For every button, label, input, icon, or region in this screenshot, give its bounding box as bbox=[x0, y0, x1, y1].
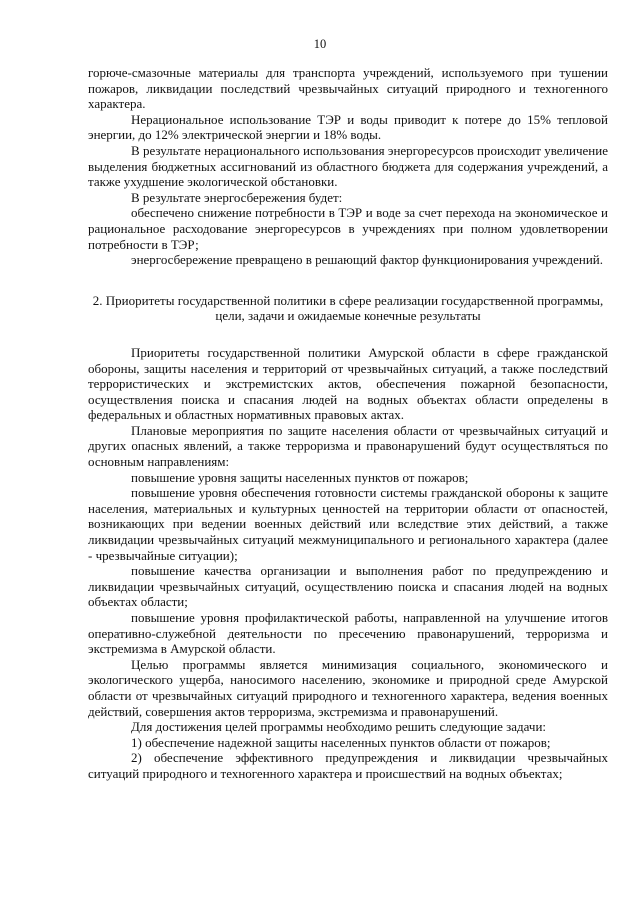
paragraph: горюче-смазочные материалы для транспорта учреждений, используемого при тушении пожаров, ликвидации последствий чрезвычайных ситуаций природного и техногенного характера. bbox=[88, 65, 608, 112]
page-number: 10 bbox=[313, 37, 327, 51]
paragraph: обеспечено снижение потребности в ТЭР и воде за счет перехода на экономическое и рациональное расходование энергоресурсов в учреждениях при полном удовлетворении потребности в ТЭР; bbox=[88, 205, 608, 252]
paragraph: В результате энергосбережения будет: bbox=[131, 189, 343, 205]
page-content bbox=[88, 65, 608, 782]
intro-section bbox=[88, 65, 608, 268]
paragraph: Приоритеты государственной политики Амурской области в сфере гражданской обороны, защиты населения и территорий от чрезвычайных ситуаций, а также последствий террористических и экстремистских актов, обеспечения пожарной безопасности, осуществления поиска и спасания людей на водных объектах области определены в федеральных и областных нормативных правовых актах. bbox=[88, 344, 608, 423]
paragraph: Нерациональное использование ТЭР и воды приводит к потере до 15% тепловой энергии, до 12% электрической энергии и 18% воды. bbox=[88, 111, 608, 143]
paragraph: Для достижения целей программы необходимо решить следующие задачи: bbox=[131, 719, 547, 735]
list-item: повышение уровня профилактической работы, направленной на улучшение итогов оперативно-служебной деятельности по пресечению правонарушений, терроризма и экстремизма в Амурской области. bbox=[88, 610, 608, 657]
paragraph: В результате нерационального использования энергоресурсов происходит увеличение выделения бюджетных ассигнований из областного бюджета для содержания учреждений, а также ухудшение экологической обстановки. bbox=[88, 142, 608, 190]
task-item: 2) обеспечение эффективного предупреждения и ликвидации чрезвычайных ситуаций природного и техногенного характера и происшествий на водных объектах; bbox=[88, 750, 608, 781]
paragraph: энергосбережение превращено в решающий фактор функционирования учреждений. bbox=[131, 252, 603, 268]
list-item: повышение уровня обеспечения готовности системы гражданской обороны к защите населения, материальных и культурных ценностей на территории области от опасностей, возникающих при ведении военных действий или вследствие этих действий, а также ликвидации чрезвычайных ситуаций межмуниципального и регионального характера (далее - чрезвычайные ситуации); bbox=[88, 485, 608, 563]
list-item: повышение уровня защиты населенных пунктов от пожаров; bbox=[131, 469, 469, 485]
list-item: повышение качества организации и выполнения работ по предупреждению и ликвидации чрезвычайных ситуаций, осуществлению поиска и спасания людей на водных объектах области; bbox=[88, 563, 608, 610]
priorities-section bbox=[88, 345, 608, 782]
paragraph: Плановые мероприятия по защите населения области от чрезвычайных ситуаций и других опасных явлений, а также терроризма и правонарушений будут осуществляться по основным направлениям: bbox=[88, 422, 608, 470]
section-heading: 2. Приоритеты государственной политики в сфере реализации государственной программы, цели, задачи и ожидаемые конечные результаты bbox=[92, 292, 604, 324]
task-item: 1) обеспечение надежной защиты населенных пунктов области от пожаров; bbox=[131, 734, 551, 750]
paragraph: Целью программы является минимизация социального, экономического и экологического ущерба, наносимого населению, экономике и природной среде Амурской области от чрезвычайных ситуаций природного и техногенного характера, ведения военных действий, совершения актов терроризма, экстремизма и правонарушений. bbox=[88, 656, 608, 719]
